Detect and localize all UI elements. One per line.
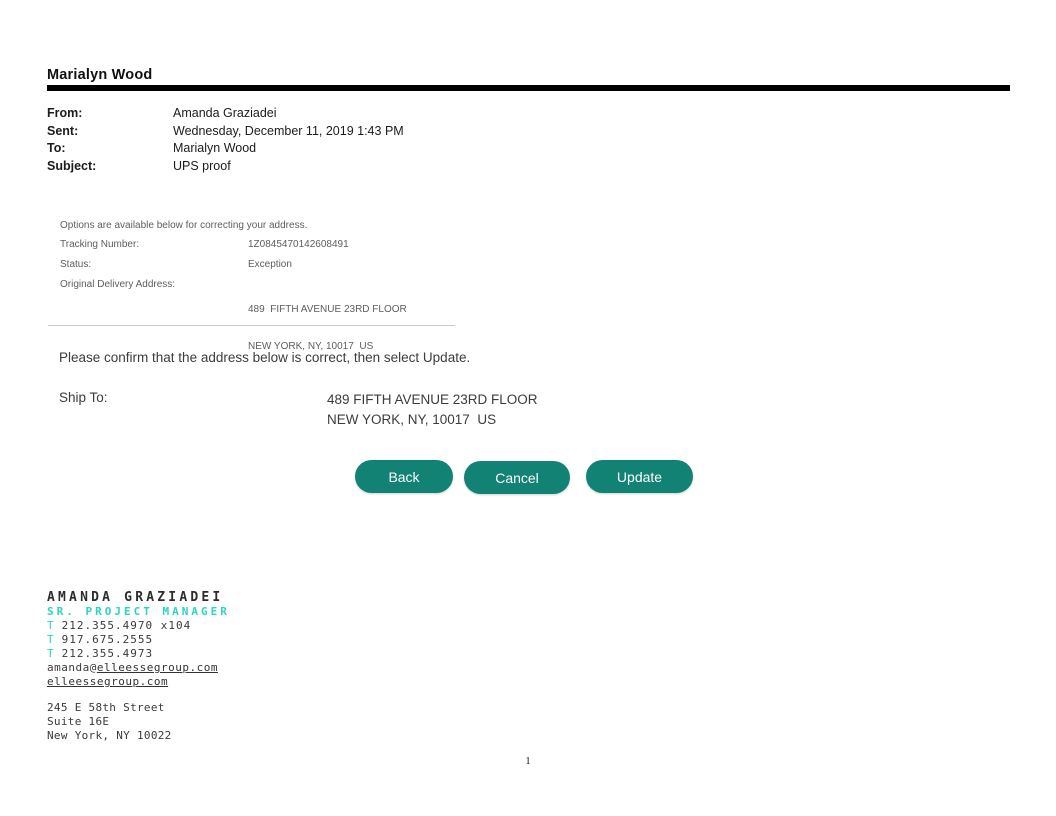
signature-address: [47, 701, 230, 743]
original-address-line1: 489 FIFTH AVENUE 23RD FLOOR: [248, 304, 407, 315]
tracking-row: [60, 239, 520, 251]
meta-row-to: [47, 140, 647, 158]
confirm-message: Please confirm that the address below is correct, then select Update.: [59, 350, 471, 365]
signature-phone-2: [47, 633, 230, 647]
to-label: To:: [47, 141, 66, 156]
email-meta: [47, 105, 647, 175]
original-address-label: Original Delivery Address:: [60, 279, 176, 290]
signature-name: AMANDA GRAZIADEI: [47, 590, 224, 605]
status-row: [60, 259, 520, 271]
ship-to-label: Ship To:: [59, 390, 108, 405]
phone-number: 212.355.4970 x104: [61, 619, 192, 632]
email-signature: [47, 590, 230, 743]
signature-title: SR. PROJECT MANAGER: [47, 605, 230, 618]
ship-to-address: [327, 390, 538, 430]
header-rule: [47, 85, 1010, 91]
meta-row-from: [47, 105, 647, 123]
signature-website-line: [47, 675, 230, 689]
address-suite: Suite 16E: [47, 715, 110, 728]
back-button[interactable]: Back: [355, 460, 453, 493]
update-button[interactable]: Update: [586, 460, 693, 493]
status-value: Exception: [248, 259, 292, 270]
page-title: Marialyn Wood: [47, 67, 153, 83]
status-label: Status:: [60, 259, 92, 270]
phone-prefix: T: [47, 633, 55, 646]
ship-to-address-line2: NEW YORK, NY, 10017 US: [327, 412, 497, 427]
ship-to-address-line1: 489 FIFTH AVENUE 23RD FLOOR: [327, 392, 538, 407]
tracking-number-value: 1Z0845470142608491: [248, 239, 349, 250]
tracking-number-label: Tracking Number:: [60, 239, 140, 250]
phone-number: 917.675.2555: [61, 633, 154, 646]
from-value: Amanda Graziadei: [173, 106, 277, 120]
phone-prefix: T: [47, 647, 55, 660]
signature-phone-1: [47, 619, 230, 633]
phone-prefix: T: [47, 619, 55, 632]
sent-label: Sent:: [47, 123, 79, 138]
address-street: 245 E 58th Street: [47, 701, 165, 714]
website-link[interactable]: elleessegroup.com: [47, 675, 169, 688]
phone-number: 212.355.4973: [61, 647, 154, 660]
signature-phone-3: [47, 647, 230, 661]
subject-label: Subject:: [47, 158, 97, 173]
divider: [48, 325, 455, 326]
to-value: Marialyn Wood: [173, 141, 257, 156]
meta-row-sent: [47, 123, 647, 141]
from-label: From:: [47, 106, 83, 120]
original-address-line2: NEW YORK, NY, 10017 US: [248, 341, 374, 352]
meta-row-subject: [47, 158, 647, 176]
signature-email-line: [47, 661, 230, 675]
cancel-button[interactable]: Cancel: [464, 461, 570, 494]
ship-to-section: [59, 390, 538, 430]
sent-value: Wednesday, December 11, 2019 1:43 PM: [173, 123, 404, 138]
page-number: 1: [525, 755, 531, 767]
email-link[interactable]: elleessegroup.com: [96, 661, 218, 674]
ups-intro-text: Options are available below for correcting your address.: [60, 220, 308, 231]
email-user-part: amanda@: [47, 661, 97, 674]
subject-value: UPS proof: [173, 158, 231, 173]
address-city: New York, NY 10022: [47, 729, 172, 742]
